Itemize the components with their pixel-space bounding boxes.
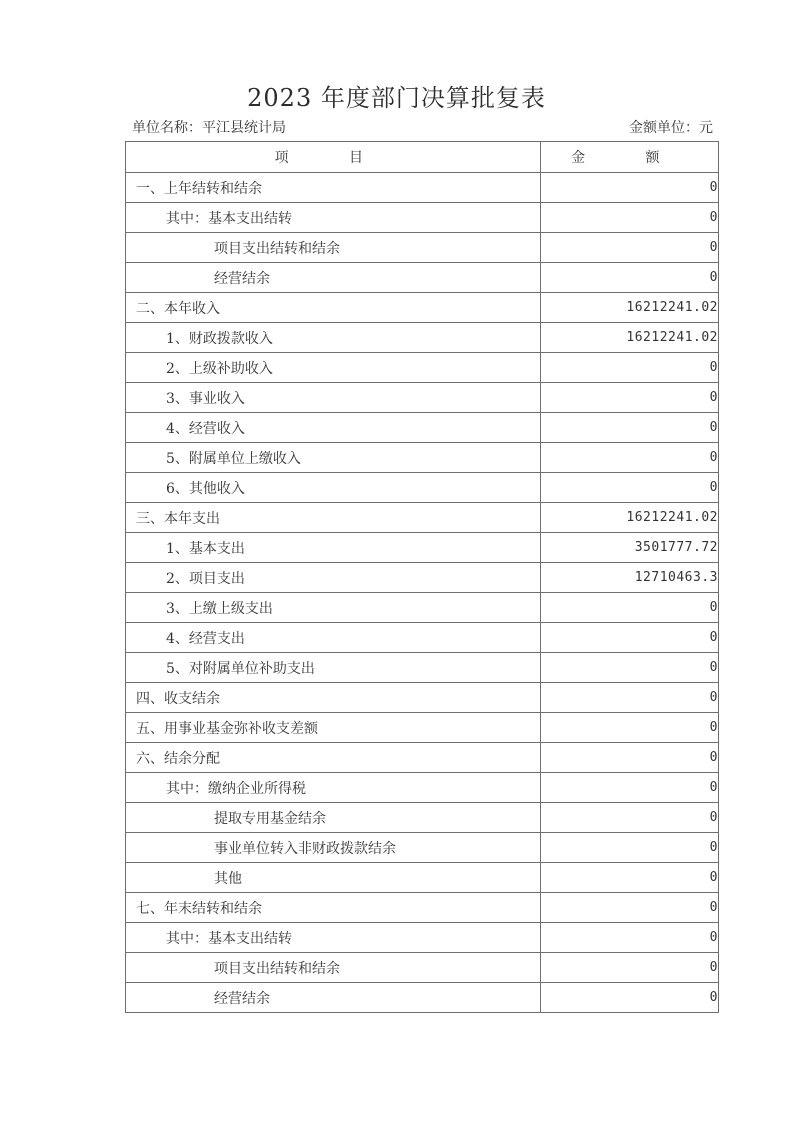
row-label: 事业单位转入非财政拨款结余 [126, 833, 541, 863]
unit-name: 单位名称：平江县统计局 [132, 120, 286, 136]
table-row [126, 173, 719, 203]
row-amount: 0 [540, 623, 718, 653]
row-amount: 0 [540, 173, 718, 203]
row-label: 二、本年收入 [126, 293, 541, 323]
table-row [126, 743, 719, 773]
row-label: 经营结余 [126, 263, 541, 293]
currency-unit: 金额单位：元 [629, 120, 713, 136]
row-amount: 0 [540, 353, 718, 383]
row-amount: 0 [540, 773, 718, 803]
table-row [126, 203, 719, 233]
row-label: 项目支出结转和结余 [126, 953, 541, 983]
settlement-table [125, 141, 719, 1013]
row-amount: 0 [540, 863, 718, 893]
row-label: 七、年末结转和结余 [126, 893, 541, 923]
row-amount: 0 [540, 473, 718, 503]
row-amount: 16212241.02 [540, 293, 718, 323]
row-amount: 0 [540, 653, 718, 683]
table-row [126, 683, 719, 713]
row-label: 其中：基本支出结转 [126, 923, 541, 953]
table-row [126, 593, 719, 623]
table-row [126, 803, 719, 833]
row-label: 四、收支结余 [126, 683, 541, 713]
row-label: 项目支出结转和结余 [126, 233, 541, 263]
table-row [126, 773, 719, 803]
table-row [126, 263, 719, 293]
row-label: 其中：基本支出结转 [126, 203, 541, 233]
row-amount: 0 [540, 743, 718, 773]
row-label: 5、附属单位上缴收入 [126, 443, 541, 473]
table-row [126, 293, 719, 323]
table-row [126, 653, 719, 683]
page-title: 2023 年度部门决算批复表 [247, 84, 546, 112]
row-amount: 0 [540, 983, 718, 1013]
table-row [126, 833, 719, 863]
table-row [126, 473, 719, 503]
table-row [126, 863, 719, 893]
row-label: 五、用事业基金弥补收支差额 [126, 713, 541, 743]
row-label: 三、本年支出 [126, 503, 541, 533]
table-row [126, 383, 719, 413]
table-row [126, 953, 719, 983]
header-item: 项 目 [126, 142, 541, 173]
row-amount: 0 [540, 203, 718, 233]
row-amount: 16212241.02 [540, 323, 718, 353]
row-label: 3、上缴上级支出 [126, 593, 541, 623]
row-amount: 0 [540, 893, 718, 923]
row-amount: 0 [540, 233, 718, 263]
row-label: 3、事业收入 [126, 383, 541, 413]
row-label: 六、结余分配 [126, 743, 541, 773]
row-label: 1、财政拨款收入 [126, 323, 541, 353]
row-amount: 0 [540, 443, 718, 473]
row-label: 4、经营收入 [126, 413, 541, 443]
table-row [126, 323, 719, 353]
table-row [126, 923, 719, 953]
row-amount: 0 [540, 713, 718, 743]
row-amount: 0 [540, 833, 718, 863]
table-row [126, 533, 719, 563]
row-amount: 12710463.3 [540, 563, 718, 593]
table-row [126, 443, 719, 473]
row-amount: 0 [540, 923, 718, 953]
table-row [126, 623, 719, 653]
row-label: 5、对附属单位补助支出 [126, 653, 541, 683]
table-row [126, 503, 719, 533]
table-row [126, 713, 719, 743]
table-row [126, 233, 719, 263]
row-label: 一、上年结转和结余 [126, 173, 541, 203]
row-amount: 0 [540, 593, 718, 623]
table-row [126, 563, 719, 593]
row-label: 2、上级补助收入 [126, 353, 541, 383]
row-amount: 0 [540, 683, 718, 713]
row-label: 6、其他收入 [126, 473, 541, 503]
row-label: 4、经营支出 [126, 623, 541, 653]
row-amount: 0 [540, 263, 718, 293]
table-row [126, 893, 719, 923]
table-row [126, 413, 719, 443]
row-label: 经营结余 [126, 983, 541, 1013]
row-amount: 0 [540, 383, 718, 413]
row-amount: 16212241.02 [540, 503, 718, 533]
row-amount: 0 [540, 803, 718, 833]
row-amount: 0 [540, 953, 718, 983]
row-amount: 3501777.72 [540, 533, 718, 563]
table-row [126, 983, 719, 1013]
row-label: 1、基本支出 [126, 533, 541, 563]
row-label: 其他 [126, 863, 541, 893]
row-label: 提取专用基金结余 [126, 803, 541, 833]
table-row [126, 353, 719, 383]
row-label: 其中：缴纳企业所得税 [126, 773, 541, 803]
row-label: 2、项目支出 [126, 563, 541, 593]
header-amount: 金 额 [540, 142, 718, 173]
row-amount: 0 [540, 413, 718, 443]
table-body [126, 173, 719, 1013]
table-header-row [126, 142, 719, 173]
